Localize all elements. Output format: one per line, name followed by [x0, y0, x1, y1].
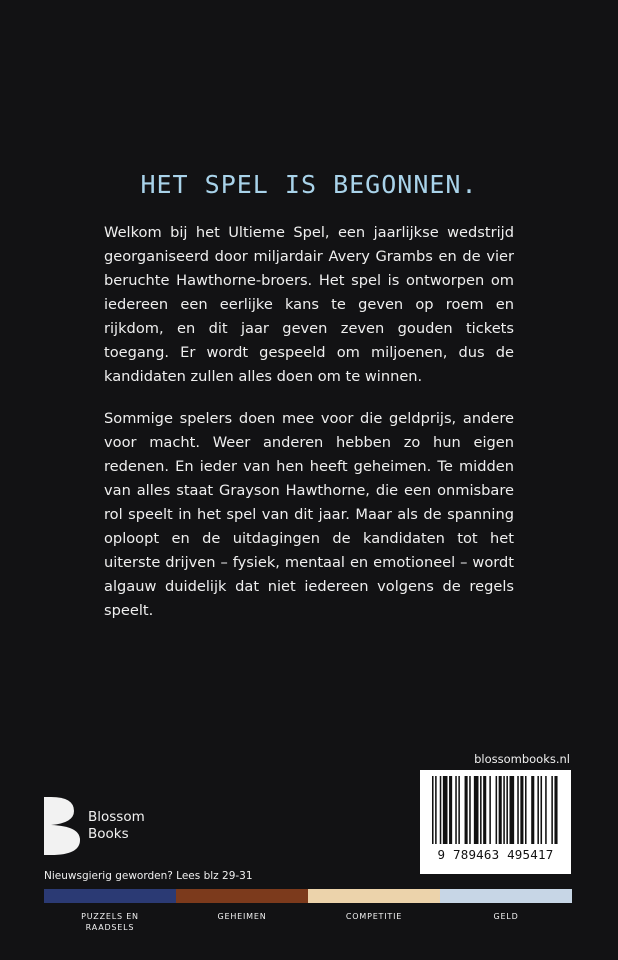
theme-color-geld [440, 889, 572, 903]
blurb-paragraph-2: Sommige spelers doen mee voor die geldprijs, andere voor macht. Weer anderen hebben zo hun eigen redenen. En ieder van hen heeft geheimen. Te midden van alles staat Grayson Hawthorne, die een onmisbare rol speelt in het spel van dit jaar. Maar als de spanning oploopt en de uitdagingen de kandidaten tot het uiterste drijven – fysiek, mentaal en emotioneel – wordt algauw duidelijk dat niet iedereen volgens de regels speelt. [104, 410, 514, 619]
isbn-number: 9 789463 495417 [437, 847, 554, 862]
theme-color-competitie [308, 889, 440, 903]
theme-labels [44, 911, 572, 933]
publisher-name-line-2: Books [88, 826, 129, 842]
theme-label-geld: GELD [493, 912, 519, 921]
theme-color-puzzels [44, 889, 176, 903]
theme-color-geheimen [176, 889, 308, 903]
barcode [420, 770, 571, 874]
blossom-books-logo-icon [44, 797, 82, 855]
publisher-name-line-1: Blossom [88, 809, 145, 825]
theme-label-puzzels: PUZZELS EN RAADSELS [81, 912, 139, 932]
publisher-website: blossombooks.nl [474, 752, 570, 766]
theme-color-bar [44, 889, 572, 903]
publisher-name [88, 809, 145, 843]
theme-label-competitie: COMPETITIE [345, 912, 403, 921]
blurb-paragraph-1: Welkom bij het Ultieme Spel, een jaarlijkse wedstrijd georganiseerd door miljardair Avery Grambs en de vier beruchte Hawthorne-broers. Het spel is ontworpen om iedereen een eerlijke kans te geven op roem en rijkdom, en dit jaar geven zeven gouden tickets toegang. Er wordt gespeeld om miljoenen, dus de kandidaten zullen alles doen om te winnen. [104, 224, 514, 385]
headline: HET SPEL IS BEGONNEN. [140, 170, 478, 199]
barcode-bars [420, 770, 571, 850]
teaser-text: Nieuwsgierig geworden? Lees blz 29-31 [44, 870, 253, 882]
theme-label-geheimen: GEHEIMEN [217, 912, 267, 921]
